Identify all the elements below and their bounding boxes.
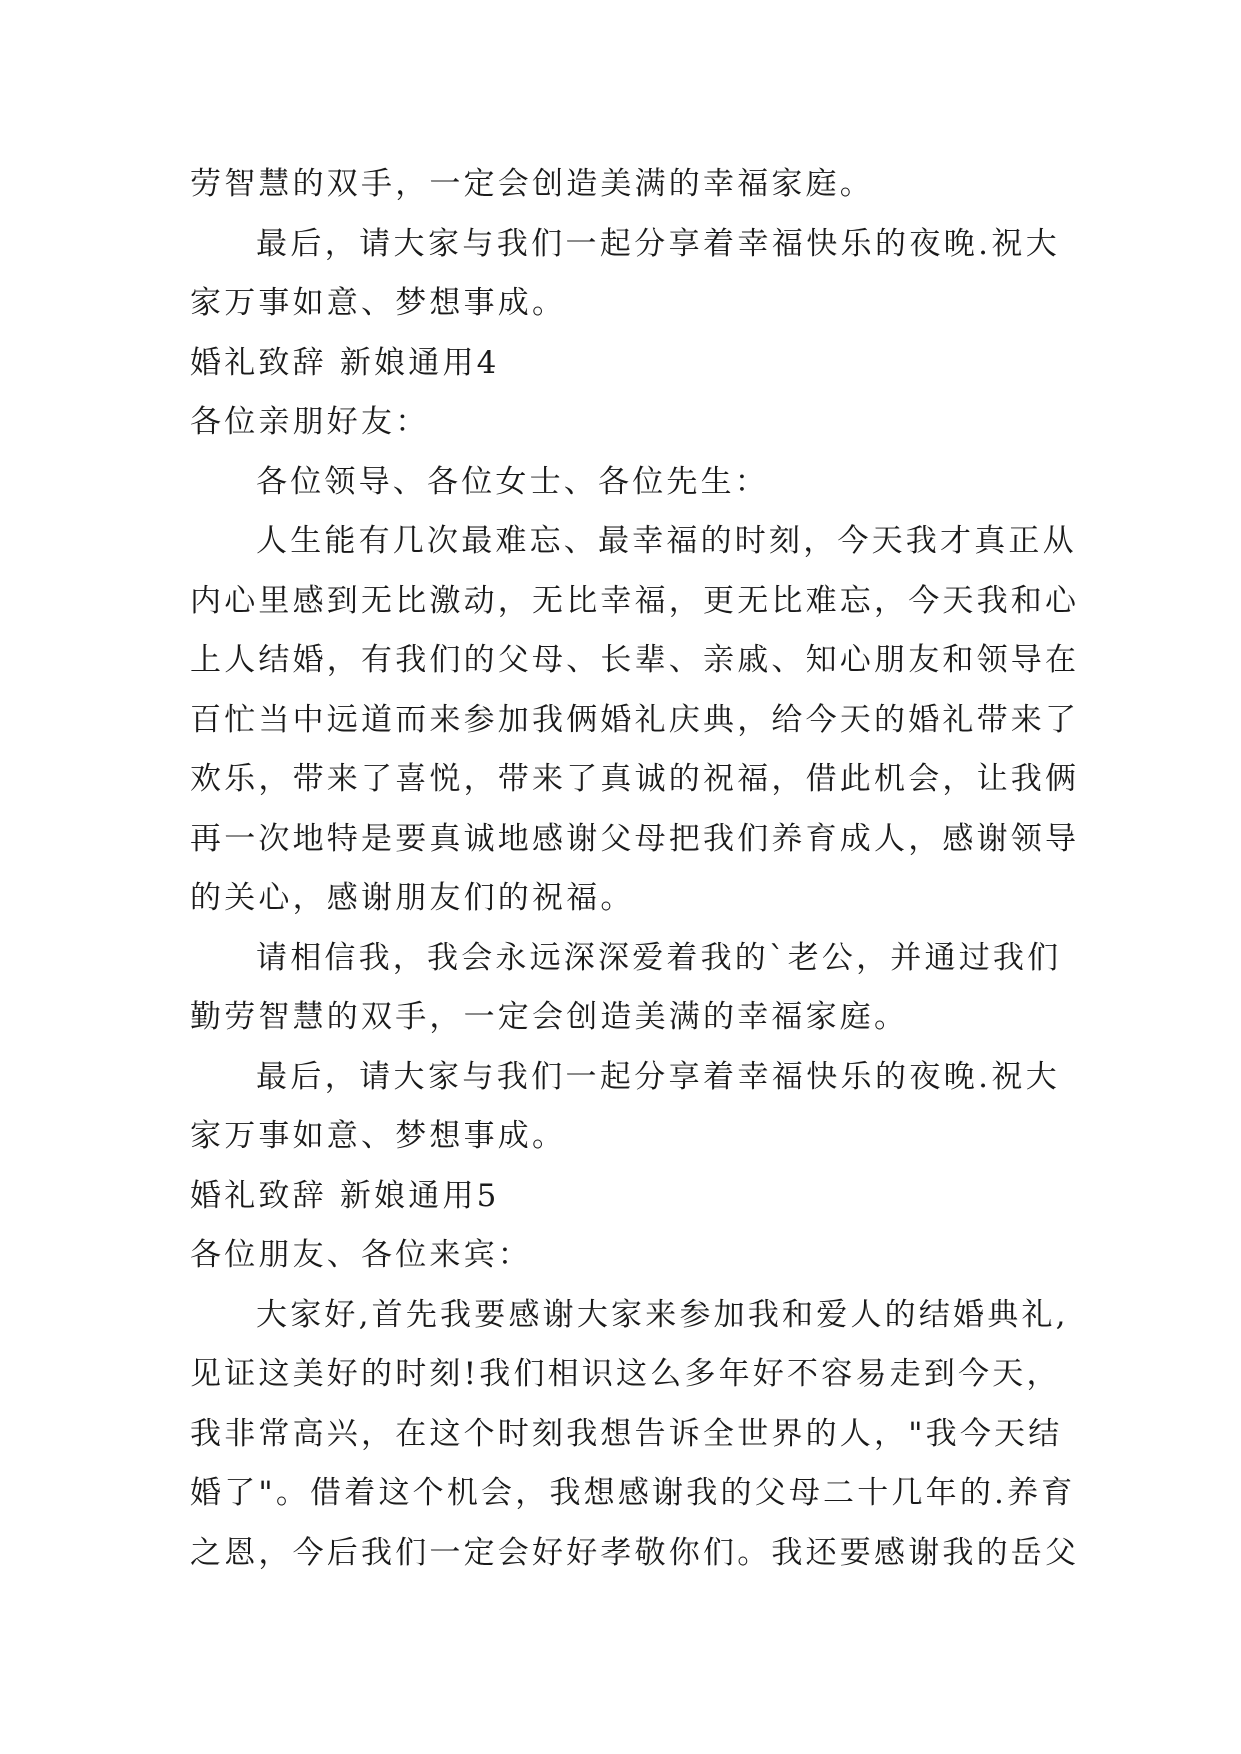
paragraph-line: 的关心，感谢朋友们的祝福。 [190,880,635,916]
paragraph-line: 最后，请大家与我们一起分享着幸福快乐的夜晚.祝大 [256,1058,1060,1095]
paragraph-line: 人生能有几次最难忘、最幸福的时刻，今天我才真正从 [256,523,1077,559]
document-body [190,155,1080,1583]
paragraph-line: 勤劳智慧的双手，一定会创造美满的幸福家庭。 [190,999,909,1035]
paragraph-line: 最后，请大家与我们一起分享着幸福快乐的夜晚.祝大 [256,225,1060,262]
salutation-line: 各位朋友、各位来宾： [190,1237,532,1273]
paragraph-line: 各位领导、各位女士、各位先生： [256,463,769,500]
paragraph-line: 劳智慧的双手，一定会创造美满的幸福家庭。 [190,166,874,202]
paragraph-line: 再一次地特是要真诚地感谢父母把我们养育成人，感谢领导 [190,820,1080,857]
paragraph-line: 内心里感到无比激动，无比幸福，更无比难忘，今天我和心 [190,582,1080,619]
paragraph-line: 欢乐，带来了喜悦，带来了真诚的祝福，借此机会，让我俩 [190,761,1080,797]
paragraph-line: 家万事如意、梦想事成。 [190,1118,567,1154]
paragraph-line: 婚了"。借着这个机会，我想感谢我的父母二十几年的.养育 [190,1475,1076,1511]
section-heading: 婚礼致辞 新娘通用5 [190,1177,500,1214]
paragraph-line: 请相信我，我会永远深深爱着我的`老公，并通过我们 [256,939,1062,976]
salutation-line: 各位亲朋好友： [190,404,430,440]
paragraph-line: 百忙当中远道而来参加我俩婚礼庆典，给今天的婚礼带来了 [190,701,1080,738]
paragraph-line: 上人结婚，有我们的父母、长辈、亲戚、知心朋友和领导在 [190,642,1080,678]
section-heading: 婚礼致辞 新娘通用4 [190,344,500,381]
paragraph-line: 见证这美好的时刻!我们相识这么多年好不容易走到今天， [190,1356,1061,1392]
paragraph-line: 之恩，今后我们一定会好好孝敬你们。我还要感谢我的岳父 [190,1534,1080,1571]
paragraph-line: 家万事如意、梦想事成。 [190,285,567,321]
paragraph-line: 大家好,首先我要感谢大家来参加我和爱人的结婚典礼, [256,1296,1069,1333]
paragraph-line: 我非常高兴，在这个时刻我想告诉全世界的人，"我今天结 [190,1415,1063,1452]
